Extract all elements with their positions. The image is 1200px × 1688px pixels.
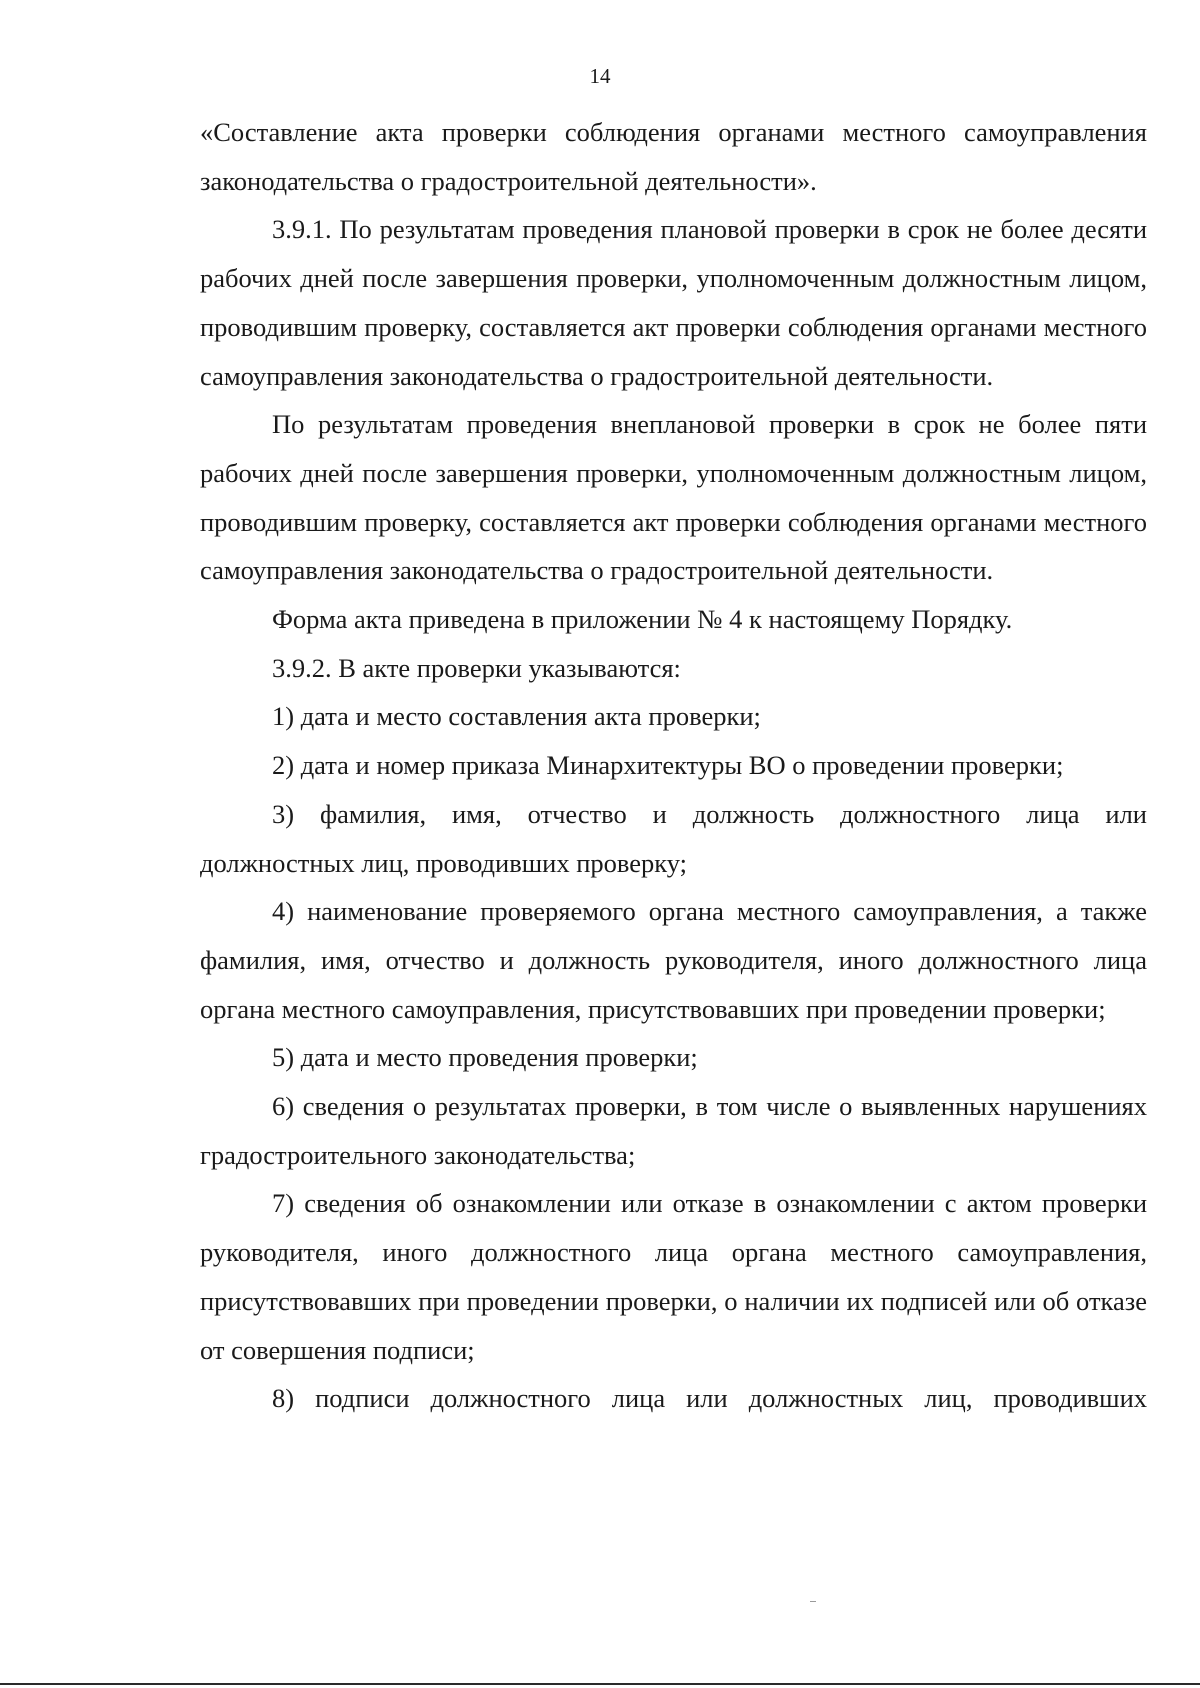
- paragraph-3-9-1: 3.9.1. По результатам проведения плановой проверки в срок не более десяти рабочих дней после завершения проверки, уполномоченным должностным лицом, проводившим проверку, составляется акт проверки соблюдения органами местного самоуправления законодательства о градостроительной деятельности.: [200, 214, 1147, 391]
- list-item-2: 2) дата и номер приказа Минархитектуры ВО о проведении проверки;: [272, 750, 1064, 781]
- page-bottom-edge: [0, 1683, 1200, 1685]
- scan-artifact: [810, 1601, 816, 1602]
- paragraph-act-form: Форма акта приведена в приложении № 4 к настоящему Порядку.: [272, 604, 1013, 635]
- paragraph-title-continuation: «Составление акта проверки соблюдения органами местного самоуправления законодательства о градостроительной деятельности».: [200, 117, 1147, 196]
- list-item-4: 4) наименование проверяемого органа местного самоуправления, а также фамилия, имя, отчество и должность руководителя, иного должностного лица органа местного самоуправления, присутствовавших при проведении проверки;: [200, 896, 1147, 1024]
- list-item-8: 8) подписи должностного лица или должностных лиц, проводивших: [272, 1383, 1147, 1414]
- list-item-3: 3) фамилия, имя, отчество и должность должностного лица или должностных лиц, проводивших проверку;: [200, 798, 1147, 878]
- paragraph-unscheduled-inspection: По результатам проведения внеплановой проверки в срок не более пяти рабочих дней после завершения проверки, уполномоченным должностным лицом, проводившим проверку, составляется акт проверки соблюдения органами местного самоуправления законодательства о градостроительной деятельности.: [200, 409, 1147, 586]
- document-body: [200, 108, 1147, 1423]
- list-item-5: 5) дата и место проведения проверки;: [272, 1042, 698, 1073]
- page-number: 14: [589, 64, 611, 88]
- list-item-7: 7) сведения об ознакомлении или отказе в ознакомлении с актом проверки руководителя, иного должностного лица органа местного самоуправления, присутствовавших при проведении проверки, о наличии их подписей или об отказе от совершения подписи;: [200, 1188, 1147, 1365]
- list-item-1: 1) дата и место составления акта проверки;: [272, 701, 761, 732]
- paragraph-3-9-2: 3.9.2. В акте проверки указываются:: [272, 652, 681, 683]
- list-item-6: 6) сведения о результатах проверки, в том числе о выявленных нарушениях градостроительного законодательства;: [200, 1091, 1147, 1170]
